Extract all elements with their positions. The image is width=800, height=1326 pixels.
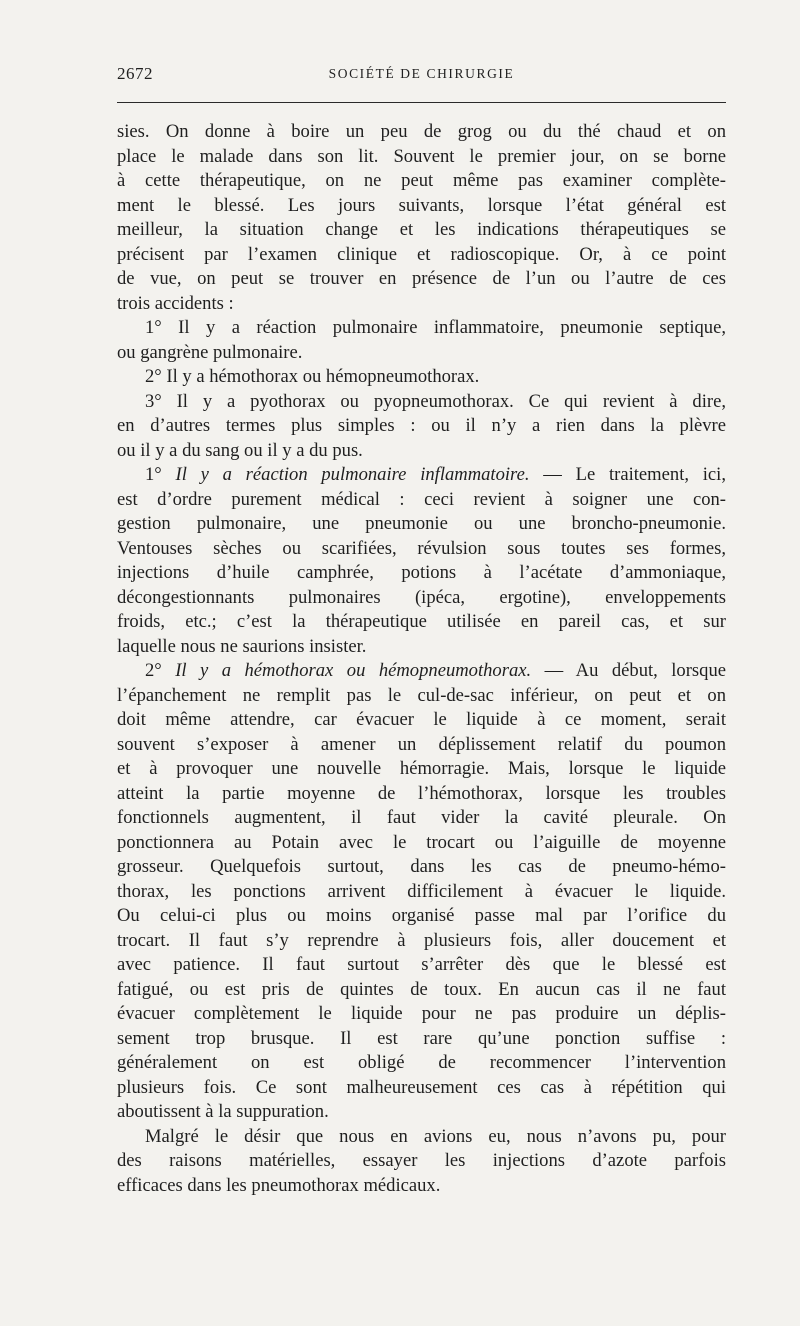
text-line: Ventouses sèches ou scarifiées, révulsion sous toutes ses formes, (117, 537, 726, 559)
text-line: thorax, les ponctions arrivent difficilement à évacuer le liquide. (117, 880, 726, 902)
text-line (117, 659, 726, 684)
text-line: Ou celui-ci plus ou moins organisé passe mal par l’orifice du (117, 905, 726, 926)
text-line: trois accidents : (117, 292, 234, 314)
running-title: SOCIÉTÉ DE CHIRURGIE (328, 66, 515, 81)
section-number: 1° (145, 464, 162, 485)
text-line: Malgré le désir que nous en avions eu, nous n’avons pu, pour (145, 1125, 726, 1147)
text-line: généralement on est obligé de recommencer l’intervention (117, 1052, 726, 1073)
text-line: sies. On donne à boire un peu de grog ou du thé chaud et on (117, 121, 726, 142)
section-heading-rest: — Le traitement, ici, (529, 464, 726, 485)
text-line: injections d’huile camphrée, potions à l’acétate d’ammoniaque, (117, 562, 726, 583)
text-line: des raisons matérielles, essayer les injections d’azote parfois (117, 1150, 726, 1171)
text-line: ou il y a du sang ou il y a du pus. (117, 439, 363, 461)
text-line: en d’autres termes plus simples : ou il n’y a rien dans la plèvre (117, 415, 726, 436)
text-line: ment le blessé. Les jours suivants, lorsque l’état général est (117, 194, 726, 216)
text-line: laquelle nous ne saurions insister. (117, 635, 367, 657)
text-line: trocart. Il faut s’y reprendre à plusieurs fois, aller doucement et (117, 929, 726, 951)
text-line: ou gangrène pulmonaire. (117, 341, 303, 363)
text-line: de vue, on peut se trouver en présence de l’un ou l’autre de ces (117, 268, 726, 289)
text-line: doit même attendre, car évacuer le liquide à ce moment, serait (117, 709, 726, 730)
paragraph (117, 120, 726, 316)
section-number: 2° (145, 660, 162, 681)
page-header (117, 64, 726, 90)
text-line: 2° Il y a hémothorax ou hémopneumothorax. (145, 366, 480, 387)
section-heading: Il y a réaction pulmonaire inflammatoire. (175, 464, 530, 485)
text-line: et à provoquer une nouvelle hémorragie. Mais, lorsque le liquide (117, 758, 726, 779)
text-line: 1° Il y a réaction pulmonaire inflammatoire, pneumonie septique, (145, 317, 726, 338)
text-line: meilleur, la situation change et les indications thérapeutiques se (117, 219, 726, 240)
text-line: 3° Il y a pyothorax ou pyopneumothorax. Ce qui revient à dire, (145, 390, 726, 412)
text-line: gestion pulmonaire, une pneumonie ou une broncho-pneumonie. (117, 513, 726, 534)
paragraph (117, 659, 726, 1125)
text-line: aboutissent à la suppuration. (117, 1101, 329, 1122)
header-rule (117, 102, 726, 103)
text-line: précisent par l’examen clinique et radioscopique. Or, à ce point (117, 243, 726, 265)
section-heading: Il y a hémothorax ou hémopneumothorax. (175, 660, 532, 681)
text-line: évacuer complètement le liquide pour ne pas produire un déplis- (117, 1003, 726, 1024)
text-line: fatigué, ou est pris de quintes de toux. En aucun cas il ne faut (117, 978, 726, 1000)
text-line: souvent s’exposer à amener un déplissement relatif du poumon (117, 733, 726, 755)
text-line: fonctionnels augmentent, il faut vider la cavité pleurale. On (117, 807, 726, 828)
section-heading-rest: — Au début, lorsque (531, 660, 726, 681)
body-text (117, 120, 726, 1198)
text-line: place le malade dans son lit. Souvent le premier jour, on se borne (117, 145, 726, 167)
text-line (117, 463, 726, 488)
text-line: ponctionnera au Potain avec le trocart ou l’aiguille de moyenne (117, 831, 726, 853)
paragraph (117, 316, 726, 365)
text-line: sement trop brusque. Il est rare qu’une ponction suffise : (117, 1027, 726, 1049)
text-line: décongestionnants pulmonaires (ipéca, ergotine), enveloppements (117, 586, 726, 608)
paragraph (117, 463, 726, 659)
paragraph (117, 1125, 726, 1199)
text-line: plusieurs fois. Ce sont malheureusement ces cas à répétition qui (117, 1076, 726, 1098)
paragraph (117, 390, 726, 464)
text-line: est d’ordre purement médical : ceci revient à soigner une con- (117, 488, 726, 510)
text-line: à cette thérapeutique, on ne peut même pas examiner complète- (117, 170, 726, 191)
text-line: froids, etc.; c’est la thérapeutique utilisée en pareil cas, et sur (117, 611, 726, 632)
page-number: 2672 (117, 64, 153, 83)
text-line: l’épanchement ne remplit pas le cul-de-sac inférieur, on peut et on (117, 684, 726, 706)
text-line: atteint la partie moyenne de l’hémothorax, lorsque les troubles (117, 782, 726, 804)
paragraph (117, 365, 726, 390)
text-line: efficaces dans les pneumothorax médicaux. (117, 1174, 441, 1196)
text-line: avec patience. Il faut surtout s’arrêter dès que le blessé est (117, 954, 726, 975)
text-line: grosseur. Quelquefois surtout, dans les cas de pneumo-hémo- (117, 856, 726, 877)
